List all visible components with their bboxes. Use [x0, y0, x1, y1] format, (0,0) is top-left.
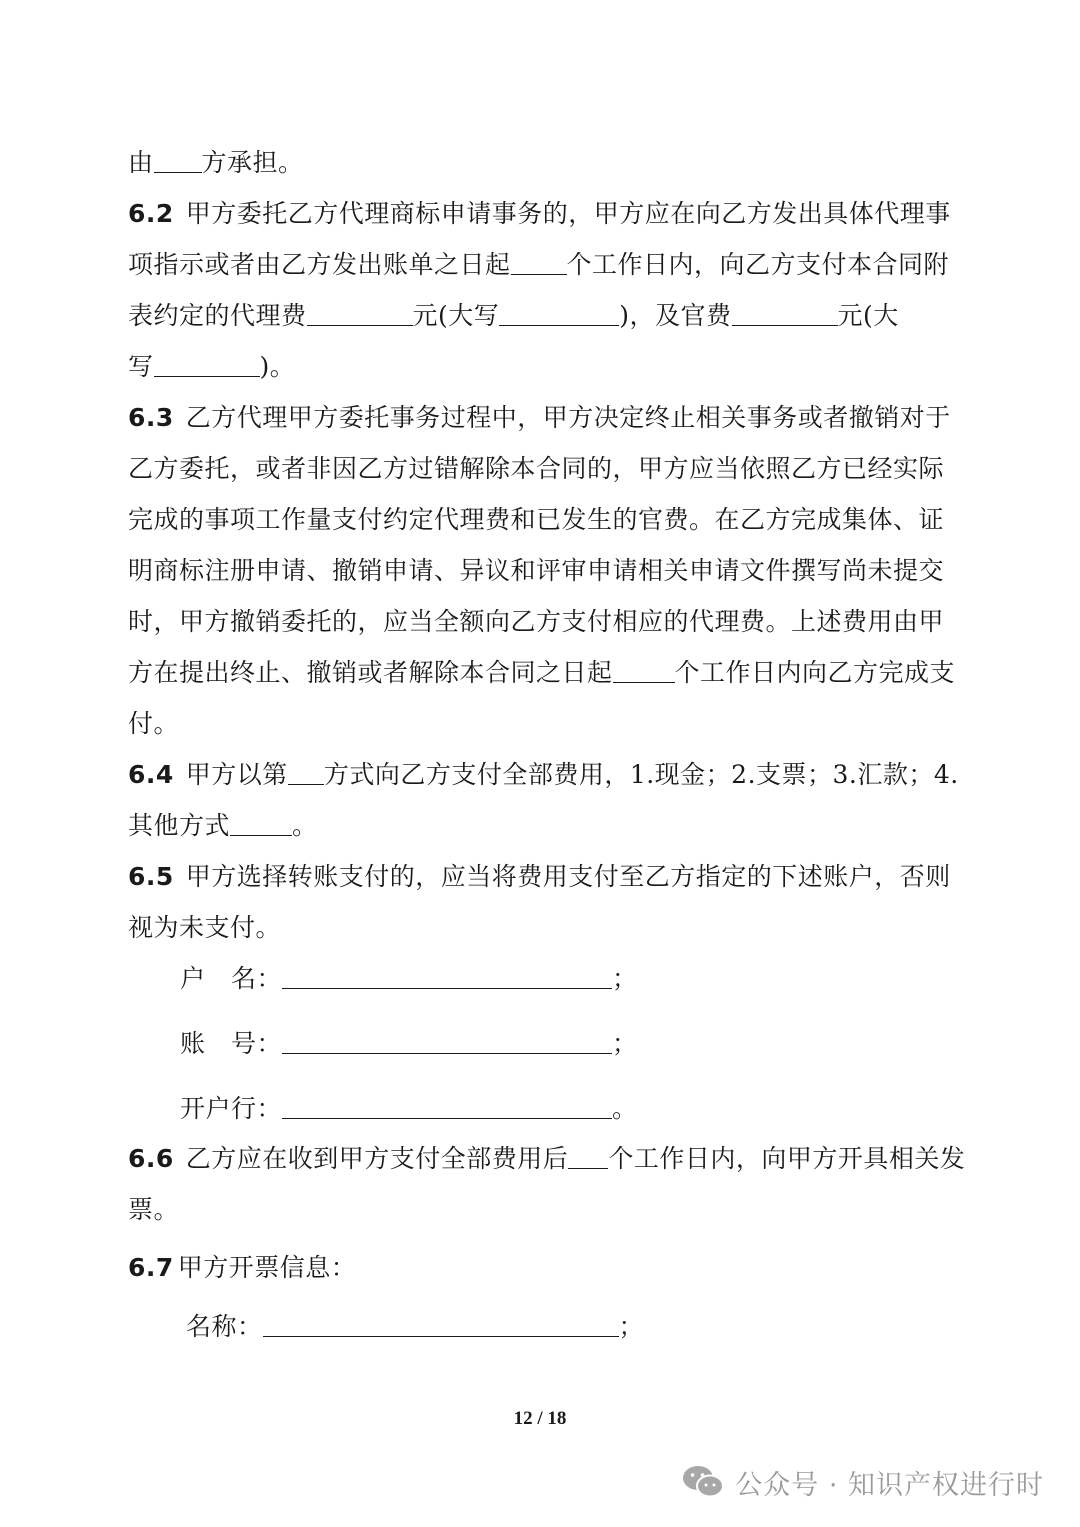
field-label: 开户行： [180, 1094, 283, 1123]
text-span: 乙方代理甲方委托事务过程中，甲方决定终止相关事务或者撤销对于 [185, 403, 951, 432]
text-span: ； [612, 1029, 638, 1058]
paragraph-line [128, 146, 958, 180]
text-span: 其他方式 [128, 811, 231, 840]
clause-6-7-heading-line [128, 1251, 958, 1285]
text-span: 甲方以第 [185, 760, 288, 789]
text-span: 个工作日内向乙方完成支 [674, 658, 956, 687]
clause-number: 6.3 [128, 403, 174, 432]
text-span: 视为未支付。 [128, 913, 282, 942]
clause-6-3-heading-line [128, 401, 958, 435]
paragraph-line [128, 554, 958, 588]
text-span: 。 [612, 1094, 638, 1123]
text-span: 元(大 [837, 301, 899, 330]
paragraph-line [128, 503, 958, 537]
watermark [681, 1460, 1044, 1504]
field-label: 名称： [186, 1312, 263, 1341]
clause-number: 6.2 [128, 199, 174, 228]
paragraph-line [128, 809, 958, 843]
fill-blank [263, 1312, 619, 1337]
fill-blank [499, 301, 619, 326]
text-span: 甲方选择转账支付的，应当将费用支付至乙方指定的下述账户，否则 [185, 862, 951, 891]
fill-blank [732, 301, 838, 326]
paragraph-line [128, 452, 958, 486]
text-span: )，及官费 [619, 301, 732, 330]
account-number-field [180, 1027, 1010, 1061]
invoice-name-field [186, 1310, 1016, 1344]
page-number: 12 / 18 [513, 1408, 567, 1429]
fill-blank [230, 811, 292, 836]
text-span: 付。 [128, 709, 180, 738]
fill-blank [154, 148, 202, 173]
text-span: 方式向乙方支付全部费用，1.现金；2.支票；3.汇款；4. [323, 760, 959, 789]
paragraph-line [128, 1193, 958, 1227]
text-span: 时，甲方撤销委托的，应当全额向乙方支付相应的代理费。上述费用由甲 [128, 607, 945, 636]
paragraph-line [128, 911, 958, 945]
fill-blank [282, 964, 612, 989]
text-span: 方在提出终止、撤销或者解除本合同之日起 [128, 658, 613, 687]
text-span: 明商标注册申请、撤销申请、异议和评审申请相关申请文件撰写尚未提交 [128, 556, 945, 585]
text-span: 完成的事项工作量支付约定代理费和已发生的官费。在乙方完成集体、证 [128, 505, 945, 534]
text-span: 方承担。 [201, 148, 304, 177]
text-span: 乙方应在收到甲方支付全部费用后 [185, 1144, 569, 1173]
paragraph-line [128, 299, 958, 333]
account-name-field [180, 962, 1010, 996]
clause-number: 6.5 [128, 862, 174, 891]
clause-6-4-heading-line [128, 758, 958, 792]
text-span: 。 [292, 811, 318, 840]
fill-blank [282, 1029, 612, 1054]
fill-blank [288, 760, 324, 785]
paragraph-line [128, 707, 958, 741]
clause-6-5-heading-line [128, 860, 958, 894]
wechat-icon [681, 1464, 725, 1500]
clause-6-6-heading-line [128, 1142, 966, 1176]
bank-field [180, 1092, 1010, 1126]
text-span: 甲方开票信息： [177, 1253, 357, 1282]
fill-blank [613, 658, 675, 683]
field-label: 户 名： [180, 964, 283, 993]
field-label: 账 号： [180, 1029, 283, 1058]
fill-blank [511, 250, 567, 275]
text-span: 由 [128, 148, 154, 177]
paragraph-line [128, 350, 958, 384]
fill-blank [282, 1094, 612, 1119]
text-span: 个工作日内，向甲方开具相关发 [608, 1144, 966, 1173]
text-span: 项指示或者由乙方发出账单之日起 [128, 250, 511, 279]
paragraph-line [128, 248, 958, 282]
fill-blank [307, 301, 413, 326]
watermark-text: 公众号 · 知识产权进行时 [735, 1469, 1044, 1501]
clause-6-2-heading-line [128, 197, 958, 231]
clause-number: 6.7 [128, 1253, 174, 1282]
fill-blank [154, 352, 260, 377]
text-span: ； [612, 964, 638, 993]
text-span: 写 [128, 352, 154, 381]
clause-number: 6.4 [128, 760, 174, 789]
text-span: 乙方委托，或者非因乙方过错解除本合同的，甲方应当依照乙方已经实际 [128, 454, 945, 483]
text-span: 票。 [128, 1195, 180, 1224]
paragraph-line [128, 605, 958, 639]
text-span: 甲方委托乙方代理商标申请事务的，甲方应在向乙方发出具体代理事 [185, 199, 951, 228]
text-span: )。 [259, 352, 296, 381]
paragraph-line [128, 656, 958, 690]
clause-number: 6.6 [128, 1144, 174, 1173]
text-span: ； [618, 1312, 645, 1341]
fill-blank [568, 1144, 608, 1169]
text-span: 元(大写 [412, 301, 500, 330]
text-span: 表约定的代理费 [128, 301, 307, 330]
text-span: 个工作日内，向乙方支付本合同附 [566, 250, 950, 279]
